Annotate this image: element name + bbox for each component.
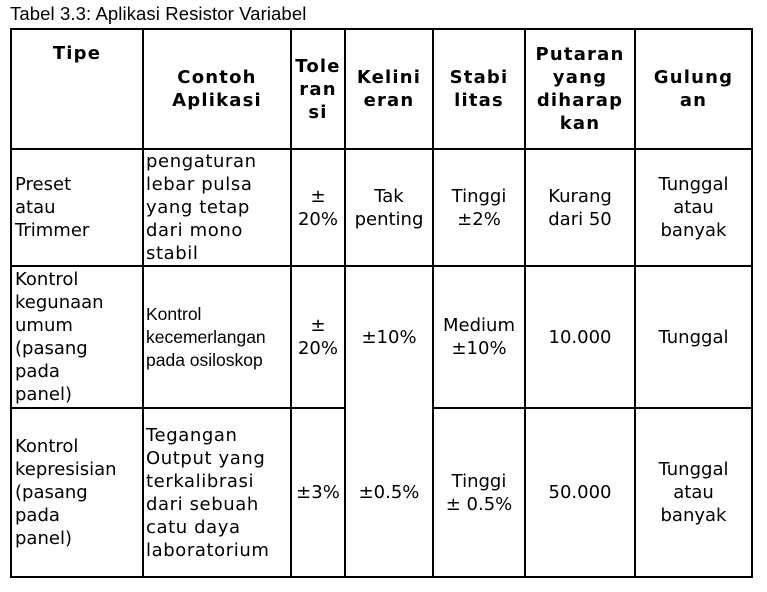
cell-contoh: pengaturan lebar pulsa yang tetap dari mono stabil: [143, 149, 291, 266]
cell-putaran: 10.000: [525, 266, 635, 408]
header-contoh-aplikasi: Contoh Aplikasi: [143, 29, 291, 149]
header-kelinieran: Kelini eran: [345, 29, 433, 149]
header-toleransi: Tole ran si: [291, 29, 345, 149]
cell-stabilitas: Tinggi ± 0.5%: [433, 408, 525, 577]
table-row: [11, 266, 752, 408]
header-gulungan: Gulung an: [635, 29, 752, 149]
cell-gulungan: Tunggal atau banyak: [635, 408, 752, 577]
cell-stabilitas: Medium ±10%: [433, 266, 525, 408]
cell-gulungan: Tunggal: [635, 266, 752, 408]
header-stabilitas: Stabi litas: [433, 29, 525, 149]
cell-contoh: Tegangan Output yang terkalibrasi dari sebuah catu daya laboratorium: [143, 408, 291, 577]
cell-gulungan: Tunggal atau banyak: [635, 149, 752, 266]
table-row: [11, 149, 752, 266]
cell-tipe: Kontrol kepresisian (pasang pada panel): [11, 408, 143, 577]
cell-putaran: Kurang dari 50: [525, 149, 635, 266]
cell-toleransi: ±3%: [291, 408, 345, 577]
header-row: [11, 29, 752, 149]
cell-contoh: Kontrol kecemerlangan pada osiloskop: [143, 266, 291, 408]
header-tipe: Tipe: [11, 29, 143, 149]
resistor-table: [10, 28, 753, 578]
cell-tipe: Kontrol kegunaan umum (pasang pada panel): [11, 266, 143, 408]
cell-kelinieran: ±10%: [345, 266, 433, 408]
cell-toleransi: ± 20%: [291, 266, 345, 408]
cell-tipe: Preset atau Trimmer: [11, 149, 143, 266]
cell-kelinieran: Tak penting: [345, 149, 433, 266]
header-putaran: Putaran yang diharap kan: [525, 29, 635, 149]
table-row: [11, 408, 752, 577]
cell-putaran: 50.000: [525, 408, 635, 577]
cell-kelinieran: ±0.5%: [345, 408, 433, 577]
table-caption: Tabel 3.3: Aplikasi Resistor Variabel: [10, 3, 307, 24]
cell-stabilitas: Tinggi ±2%: [433, 149, 525, 266]
cell-toleransi: ± 20%: [291, 149, 345, 266]
